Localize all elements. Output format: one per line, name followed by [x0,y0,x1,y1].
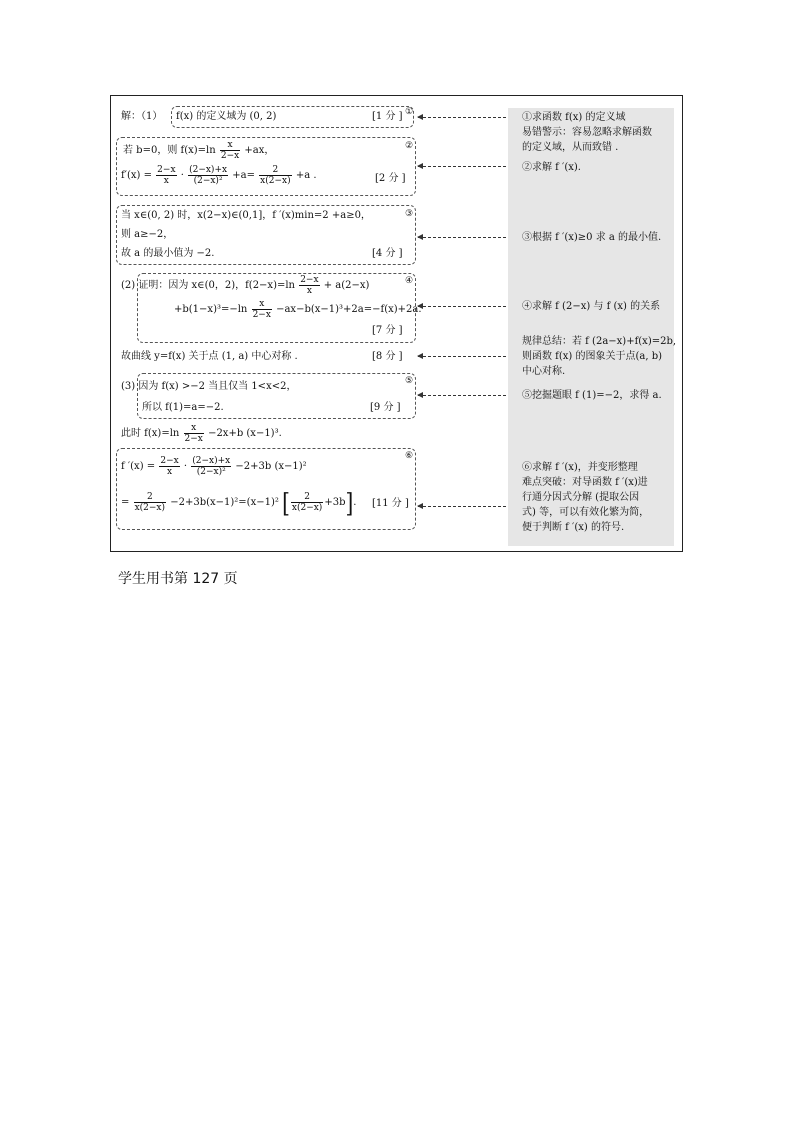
step1-score: [1 分 ] [372,111,403,122]
arrow-3 [418,237,506,238]
step1-marker: ① [405,107,414,117]
note-6: ⑥求解 f ′(x)，并变形整理 难点突破：对导函数 f ′(x)进 行通分因式分解 (提取公因 式) 等，可以有效化繁为简， 便于判断 f ′(x) 的符号. [522,462,650,533]
step2-score: [2 分 ] [375,173,406,184]
step6-marker: ⑥ [405,451,414,461]
note-4b: 规律总结：若 f (2a−x)+f(x)=2b, 则函数 f(x) 的图象关于点(a, b) 中心对称. [522,336,677,377]
conclusion-symmetry: 故曲线 y=f(x) 关于点 (1, a) 中心对称 . [121,351,298,362]
arrow-6 [418,506,506,507]
step4-marker: ④ [405,276,414,286]
note-2: ②求解 f ′(x). [522,162,581,173]
step5-line2: 所以 f(1)=a=−2. [142,402,224,413]
step6-line2: = $\frac{2}{x(2-x)}$ −2+3b(x−1)²=(x−1)² [ $\frac{2}{x(2-x)}$ +3b]. [121,486,357,519]
note-1: ①求函数 f(x) 的定义域 易错警示：容易忽略求解函数 的定义域，从而致错 . [522,112,652,153]
step4-score: [7 分 ] [372,325,403,336]
step4-line1: (2) 证明：因为 x∈(0，2)，f(2−x)=ln $\frac{2-x}{x}$ + a(2−x) [121,275,370,296]
step6-score: [11 分 ] [372,498,409,509]
step5-marker: ⑤ [405,376,414,386]
page-footer: 学生用书第 127 页 [118,571,238,587]
step3-marker: ③ [405,209,414,219]
note-5: ⑤挖掘题眼 f (1)=−2，求得 a. [522,390,662,401]
step3-line3: 故 a 的最小值为 −2. [121,248,215,259]
step6-line1: f ′(x) = $\frac{2-x}{x}$ · $\frac{(2-x)+x}{\text{(2−x)²}}$ −2+3b (x−1)² [121,456,307,477]
step4-line2: +b(1−x)³=−ln $\frac{x}{2-x}$ −ax−b(x−1)³+2a=−f(x)+2a. [174,299,422,320]
note-4: ④求解 f (2−x) 与 f (x) 的关系 [522,301,661,312]
arrow-4b [418,356,506,357]
note-3: ③根据 f ′(x)≥0 求 a 的最小值. [522,232,662,243]
arrow-5 [418,395,506,396]
step5-line1: (3) 因为 f(x) >−2 当且仅当 1<x<2， [121,381,297,392]
step2-line1: 若 b=0，则 f(x)=ln $\frac{x}{2-x}$ +ax， [123,140,275,161]
step2-marker: ② [405,141,414,151]
step3-line1: 当 x∈(0, 2) 时，x(2−x)∈(0,1]，f ′(x)min=2 +a≥0， [121,210,371,221]
step5b-line: 此时 f(x)=ln $\frac{x}{2-x}$ −2x+b (x−1)³. [121,423,282,444]
part1-prefix: 解：（1） [121,111,163,122]
arrow-4 [418,306,506,307]
step5-score: [9 分 ] [370,402,401,413]
step1-content: f(x) 的定义域为 (0, 2) [176,111,277,122]
conclusion-score: [8 分 ] [372,351,403,362]
arrow-2 [418,166,506,167]
step3-line2: 则 a≥−2， [121,229,174,240]
step3-score: [4 分 ] [372,248,403,259]
arrow-1 [418,117,506,118]
step2-line2: f′(x) = $\frac{2-x}{x}$ · $\frac{(2-x)+x}{\text{(2−x)²}}$ +a= $\frac{2}{x(2-x)}$ +a . [121,165,317,186]
